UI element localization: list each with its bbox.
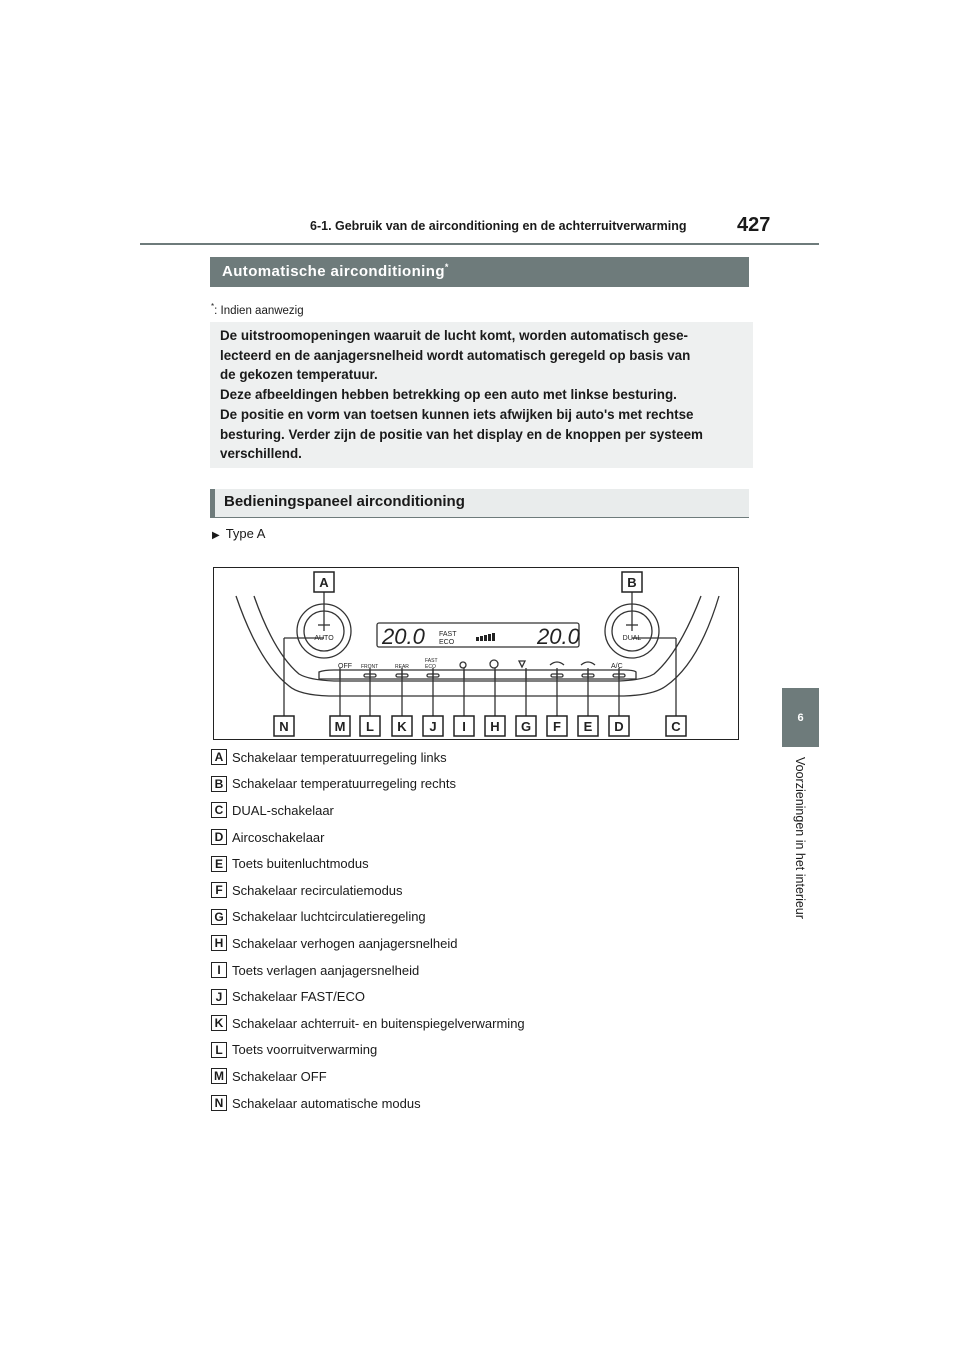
- side-tab-number: 6: [782, 688, 819, 747]
- legend-text: Schakelaar OFF: [232, 1068, 327, 1084]
- callout-i: I: [462, 719, 466, 734]
- control-panel-illustration: [214, 568, 738, 739]
- legend-text: Schakelaar achterruit- en buitenspiegelverwarming: [232, 1015, 525, 1031]
- display-eco: ECO: [439, 639, 455, 646]
- callout-g: G: [520, 719, 532, 734]
- callout-m: M: [334, 719, 346, 734]
- legend-item: [211, 983, 525, 1010]
- chapter-title: 6-1. Gebruik van de airconditioning en de achterruitverwarming: [310, 219, 687, 233]
- callout-k: K: [397, 719, 407, 734]
- intro-box: [210, 322, 753, 468]
- legend-badge: J: [211, 989, 227, 1005]
- legend-badge: K: [211, 1015, 227, 1031]
- legend-badge: N: [211, 1095, 227, 1111]
- legend-text: Toets buitenluchtmodus: [232, 856, 369, 872]
- callout-b: B: [627, 575, 637, 590]
- legend-badge: D: [211, 829, 227, 845]
- legend-text: Schakelaar recirculatiemodus: [232, 882, 403, 898]
- footnote: [211, 302, 304, 317]
- legend-item: [211, 957, 525, 984]
- button-off-label: OFF: [338, 663, 352, 670]
- side-tab-label: Voorzieningen in het interieur: [793, 757, 807, 919]
- legend-badge: H: [211, 935, 227, 951]
- legend-text: Schakelaar FAST/ECO: [232, 989, 365, 1005]
- intro-line: lecteerd en de aanjagersnelheid wordt automatisch geregeld op basis van: [220, 347, 691, 363]
- legend-badge: B: [211, 776, 227, 792]
- callout-f: F: [553, 719, 561, 734]
- page-number: 427: [737, 214, 771, 236]
- section-heading-marker: *: [444, 262, 449, 272]
- legend-badge: A: [211, 749, 227, 765]
- section-heading-automatic-ac: [210, 257, 749, 287]
- legend-text: Schakelaar luchtcirculatieregeling: [232, 909, 426, 925]
- legend-badge: C: [211, 802, 227, 818]
- legend-item: [211, 744, 525, 771]
- intro-line: verschillend.: [220, 446, 302, 462]
- button-eco-label: ECO: [425, 664, 436, 670]
- footnote-marker: *: [211, 302, 215, 311]
- legend-text: Schakelaar temperatuurregeling rechts: [232, 776, 457, 792]
- legend-item: [211, 771, 525, 798]
- legend-item: [211, 1063, 525, 1090]
- button-ac-label: A/C: [611, 663, 623, 670]
- legend-item: [211, 850, 525, 877]
- intro-line: besturing. Verder zijn de positie van het display en de knoppen per systeem: [220, 426, 703, 442]
- legend-text: Schakelaar verhogen aanjagersnelheid: [232, 935, 458, 951]
- callout-n: N: [279, 719, 289, 734]
- callout-a: A: [319, 575, 329, 590]
- footnote-text: : Indien aanwezig: [214, 304, 304, 317]
- legend-item: [211, 1010, 525, 1037]
- intro-line: de gekozen temperatuur.: [220, 367, 378, 383]
- intro-line: Deze afbeeldingen hebben betrekking op een auto met linkse besturing.: [220, 387, 677, 403]
- legend-item: [211, 877, 525, 904]
- section-heading-text: Automatische airconditioning: [222, 263, 445, 280]
- legend-item: [211, 824, 525, 851]
- display-temp-right: 20.0: [537, 624, 580, 649]
- legend-item: [211, 930, 525, 957]
- control-panel-figure: [213, 567, 739, 740]
- display-fast: FAST: [439, 631, 457, 638]
- legend-text: Toets verlagen aanjagersnelheid: [232, 962, 420, 978]
- legend-text: Schakelaar automatische modus: [232, 1095, 421, 1111]
- legend-text: Toets voorruitverwarming: [232, 1042, 378, 1058]
- callout-h: H: [490, 719, 500, 734]
- callout-d: D: [614, 719, 624, 734]
- legend-badge: L: [211, 1042, 227, 1058]
- legend-badge: I: [211, 962, 227, 978]
- type-label: [212, 526, 265, 541]
- callout-l: L: [366, 719, 374, 734]
- legend-text: Schakelaar temperatuurregeling links: [232, 749, 447, 765]
- callout-j: J: [429, 719, 437, 734]
- legend-item: [211, 1037, 525, 1064]
- legend-badge: E: [211, 856, 227, 872]
- legend-badge: G: [211, 909, 227, 925]
- button-rear-label: REAR: [395, 664, 409, 670]
- legend-text: DUAL-schakelaar: [232, 802, 334, 818]
- triangle-bullet-icon: ▶: [212, 530, 220, 541]
- legend-item: [211, 1090, 525, 1117]
- intro-line: De uitstroomopeningen waaruit de lucht komt, worden automatisch gese-: [220, 328, 688, 343]
- legend-item: [211, 797, 525, 824]
- callout-c: C: [671, 719, 681, 734]
- display-temp-left: 20.0: [382, 624, 425, 649]
- legend-text: Aircoschakelaar: [232, 829, 325, 845]
- button-front-label: FRONT: [361, 664, 379, 670]
- button-fast-label: FAST: [425, 658, 438, 664]
- legend-list: [211, 744, 525, 1116]
- legend-item: [211, 904, 525, 931]
- type-label-text: Type A: [225, 526, 266, 541]
- header-rule: [140, 243, 819, 245]
- knob-label-dual: DUAL: [622, 635, 642, 642]
- section-heading-control-panel: Bedieningspaneel airconditioning: [210, 489, 749, 518]
- callout-e: E: [583, 719, 593, 734]
- knob-label-auto: AUTO: [314, 635, 334, 642]
- legend-badge: F: [211, 882, 227, 898]
- legend-badge: M: [211, 1068, 227, 1084]
- intro-line: De positie en vorm van toetsen kunnen iets afwijken bij auto's met rechtse: [220, 406, 694, 422]
